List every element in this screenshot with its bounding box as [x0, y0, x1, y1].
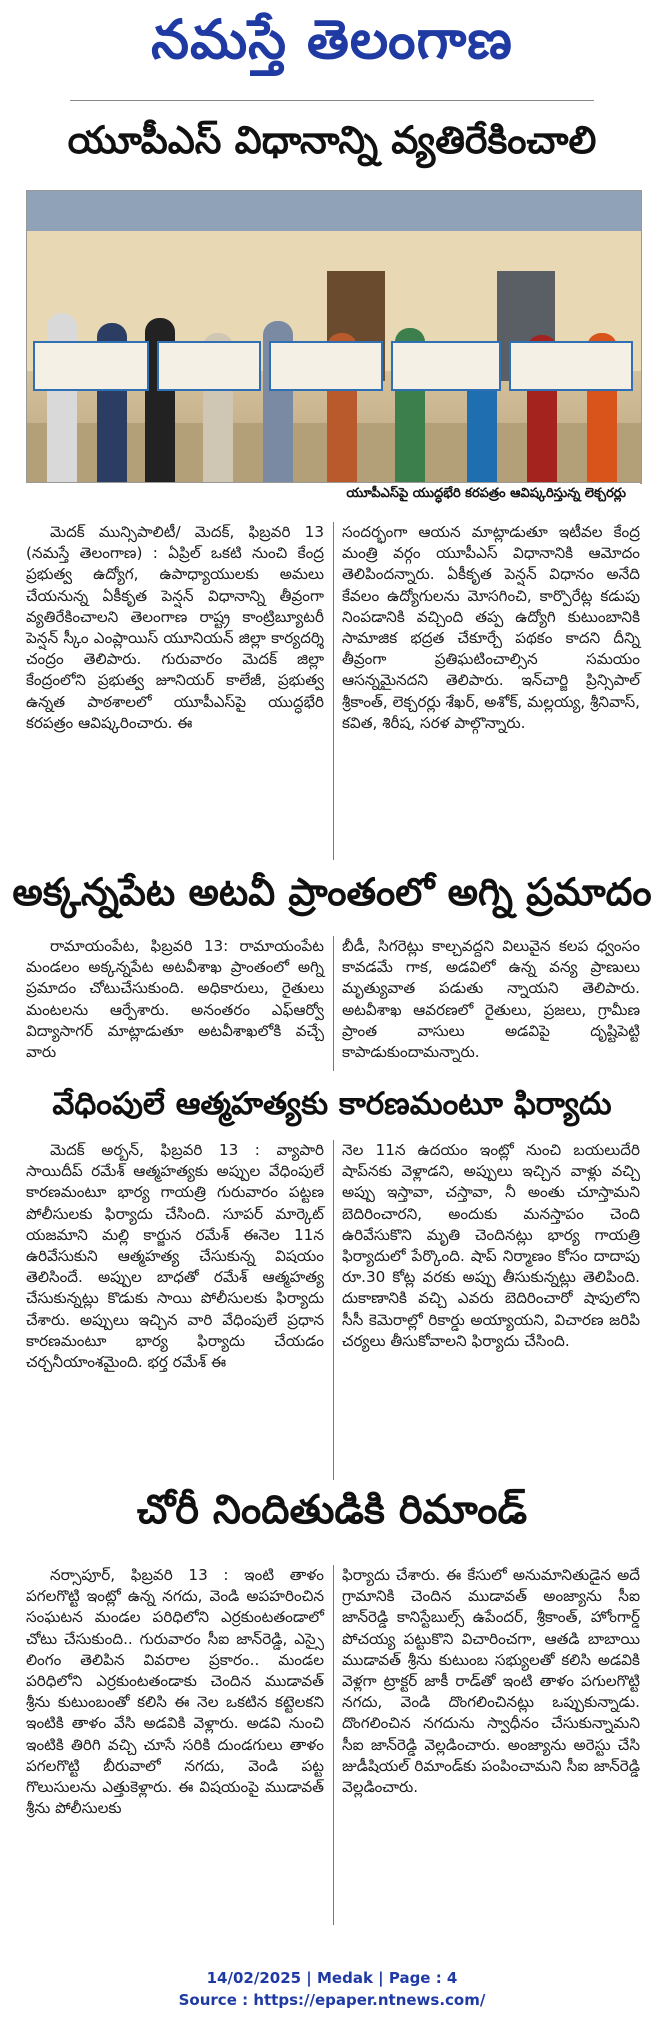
newspaper-logo: నమస్తే తెలంగాణ [151, 7, 513, 71]
column-divider [333, 1565, 334, 1925]
article-text: రామాయంపేట, ఫిబ్రవరి 13: రామాయంపేట మండలం అక్కన్నపేట అటవీశాఖ ప్రాంతంలో అగ్ని ప్రమాదం చోటుచేసుకుంది. అధికారులు, రైతులు మంటలను ఆర్పేశారు. అనంతరం ఎఫ్ఆర్వో విద్యాసాగర్ మాట్లాడుతూ అటవీశాఖలోకి వచ్చే వారు [26, 937, 324, 1062]
article-2-column-2 [342, 936, 640, 1063]
photo-caption: యూపీఎస్‌పై యుద్ధభేరి కరపత్రం ఆవిష్కరిస్తున్న లెక్చరర్లు [346, 486, 626, 501]
photo-banner [391, 341, 501, 391]
photo-banner [509, 341, 633, 391]
article-4-column-2 [342, 1565, 640, 1798]
article-1-photo [26, 190, 642, 484]
article-1-column-1 [26, 522, 324, 734]
article-3-column-2 [342, 1140, 640, 1352]
article-text: ఫిర్యాదు చేశారు. ఈ కేసులో అనుమానితుడైన అదే గ్రామానికి చెందిన ముడావత్ అంజ్యాను సీఐ జాన్‌రెడ్డి కానిస్టేబుల్స్ ఉపేందర్, శ్రీకాంత్, హోంగార్డ్ పోచయ్య పట్టుకొని విచారించగా, ఆతడి బాబాయి ముడావత్ శ్రీను కుటుంబ సభ్యులతో కలిసి అడవికి వెళ్లగా ట్రాక్టర్ జాకీ రాడ్‌తో ఇంటి తాళం పగులగొట్టి నగదు, వెండి దొంగలించినట్లు ఒప్పుకున్నాడు. దొంగలించిన నగదును స్వాధీనం చేసుకున్నామని సీఐ జాన్‌రెడ్డి వెల్లడించారు. అంజ్యాను అరెస్టు చేసి జుడీషియల్ రిమాండ్‌కు పంపించామని సీఐ జాన్‌రెడ్డి వెల్లడించారు. [342, 1566, 640, 1797]
article-text: నెల 11న ఉదయం ఇంట్లో నుంచి బయలుదేరి షాప్‌నకు వెళ్లాడని, అప్పులు ఇచ్చిన వాళ్లు వచ్చి అప్పు ఇస్తావా, చస్తావా, నీ అంతు చూస్తామని బెదిరించారని, అందుకు మనస్తాపం చెంది ఉరివేసుకొని మృతి చెందినట్లు భార్య గాయత్రి ఫిర్యాదులో పేర్కొంది. షాప్ నిర్మాణం కోసం దాదాపు రూ.30 కోట్ల వరకు అప్పు తీసుకున్నట్లు తెలిపింది. దుకాణానికి వచ్చి ఎవరు బెదిరించారో షాపులోని సీసీ కెమెరాల్లో రికార్డు అయ్యాయని, విచారణ జరిపి చర్యలు తీసుకోవాలని ఫిర్యాదు చేసింది. [342, 1141, 640, 1350]
footer-date-edition: 14/02/2025 | Medak | Page : 4 [206, 1969, 458, 1987]
photo-caption-bar [26, 482, 640, 507]
footer-source-link[interactable]: Source : https://epaper.ntnews.com/ [178, 1991, 486, 2009]
photo-banner [269, 341, 383, 391]
article-2-headline: అక్కన్నపేట అటవీ ప్రాంతంలో అగ్ని ప్రమాదం [12, 870, 652, 914]
article-4-headline: చోరీ నిందితుడికి రిమాండ్ [136, 1487, 528, 1533]
article-text: బీడీ, సిగరెట్లు కాల్చవద్దని విలువైన కలప ధ్వంసం కావడమే గాక, అడవిలో ఉన్న వన్య ప్రాణులు మృత్యువాత పడుతు న్నాయని తెలిపారు. అటవీశాఖ ఆవరణలో రైతులు, ప్రజలు, గ్రామీణ ప్రాంత వాసులు అడవిపై దృష్టిపెట్టి కాపాడుకుందామన్నారు. [342, 937, 640, 1062]
article-4-column-1 [26, 1565, 324, 1819]
article-3-headline: వేధింపులే ఆత్మహత్యకు కారణమంటూ ఫిర్యాదు [52, 1086, 612, 1122]
article-text: మెదక్ అర్బన్, ఫిబ్రవరి 13 : వ్యాపారి సాయిదీప్ రమేశ్ ఆత్మహత్యకు అప్పుల వేధింపులే కారణమంటూ భార్య గాయత్రి గురువారం పట్టణ పోలీసులకు ఫిర్యాదు చేసింది. సూపర్ మార్కెట్ యజమాని మల్లి కార్జున రమేశ్ ఈనెల 11న ఉరివేసుకుని ఆత్మహత్య చేసుకున్న విషయం తెలిసిందే. అప్పుల బాధతో రమేశ్ ఆత్మహత్య చేసుకున్నట్లు కొడుకు సాయి పోలీసులకు ఫిర్యాదు చేశారు. అప్పులు ఇచ్చిన వారి వేధింపులే ప్రధాన కారణమంటూ భార్య ఫిర్యాదు చేయడం చర్చనీయాంశమైంది. భర్త రమేశ్ ఈ [26, 1141, 324, 1372]
masthead-divider [70, 100, 594, 101]
article-3-column-1 [26, 1140, 324, 1373]
article-text: సందర్భంగా ఆయన మాట్లాడుతూ ఇటీవల కేంద్ర మంత్రి వర్గం యూపీఎస్ విధానానికి ఆమోదం తెలిపిందన్నారు. ఏకీకృత పెన్షన్ విధానం అనేది కేవలం ఉద్యోగులను మోసగించి, కార్పొరేట్ల కడుపు నింపడానికి వచ్చింది తప్ప ఉద్యోగి కుటుంబానికి సామాజిక భద్రత చేకూర్చే పథకం కాదని దీన్ని తీవ్రంగా ప్రతిఘటించాల్సిన సమయం ఆసన్నమైనదని తెలిపారు. ఇన్‌చార్జి ప్రిన్సిపాల్ శ్రీకాంత్, లెక్చరర్లు శేఖర్, అశోక్, మల్లయ్య, శ్రీనివాస్, కవిత, శిరీష, సరళ పాల్గొన్నారు. [342, 523, 640, 732]
article-1-column-2 [342, 522, 640, 734]
article-text: మెదక్ మున్సిపాలిటీ/ మెదక్, ఫిబ్రవరి 13 (నమస్తే తెలంగాణ) : ఏప్రిల్ ఒకటి నుంచి కేంద్ర ప్రభుత్వ ఉద్యోగ, ఉపాధ్యాయులకు అమలు చేయనున్న ఏకీకృత పెన్షన్ విధానాన్ని తీవ్రంగా వ్యతిరేకించాలని తెలంగాణ రాష్ట్ర కాంట్రిబ్యూటరీ పెన్షన్ స్కీం ఎంప్లాయిస్ యూనియన్ జిల్లా కార్యదర్శి చంద్రం తెలిపారు. గురువారం మెదక్ జిల్లా కేంద్రంలోని ప్రభుత్వ జూనియర్ కాలేజీ, ప్రభుత్వ ఉన్నత పాఠశాలలో యూపీఎస్‌పై యుద్ధభేరి కరపత్రం ఆవిష్కరించారు. ఈ [26, 523, 324, 732]
article-text: నర్సాపూర్, ఫిబ్రవరి 13 : ఇంటి తాళం పగలగొట్టి ఇంట్లో ఉన్న నగదు, వెండి అపహరించిన సంఘటన మండల పరిధిలోని ఎర్రకుంటతండాలో చోటు చేసుకుంది.. గురువారం సీఐ జాన్‌రెడ్డి, ఎస్సై లింగం తెలిపిన వివరాల ప్రకారం.. మండల పరిధిలోని ఎర్రకుంటతండాకు చెందిన ముడావత్ శ్రీను కుటుంబంతో కలిసి ఈ నెల ఒకటిన కట్టెలకని ఇంటికి తాళం వేసి అడవికి వెళ్లారు. అడవి నుంచి ఇంటికి తిరిగి వచ్చి చూసే సరికి దుండగులు తాళం పగలగొట్టి బీరువాలో నగదు, వెండి పట్ట గొలుసులను ఎత్తుకెళ్లారు. ఈ విషయంపై ముడావత్ శ్రీను పోలీసులకు [26, 1566, 324, 1818]
column-divider [333, 522, 334, 860]
article-2-column-1 [26, 936, 324, 1063]
photo-person [47, 313, 77, 483]
photo-roof [27, 191, 641, 233]
photo-banner [157, 341, 261, 391]
column-divider [333, 1140, 334, 1480]
masthead [0, 0, 664, 78]
article-1-headline: యూపీఎస్ విధానాన్ని వ్యతిరేకించాలి [67, 118, 597, 162]
column-divider [333, 936, 334, 1071]
photo-banner [33, 341, 149, 391]
